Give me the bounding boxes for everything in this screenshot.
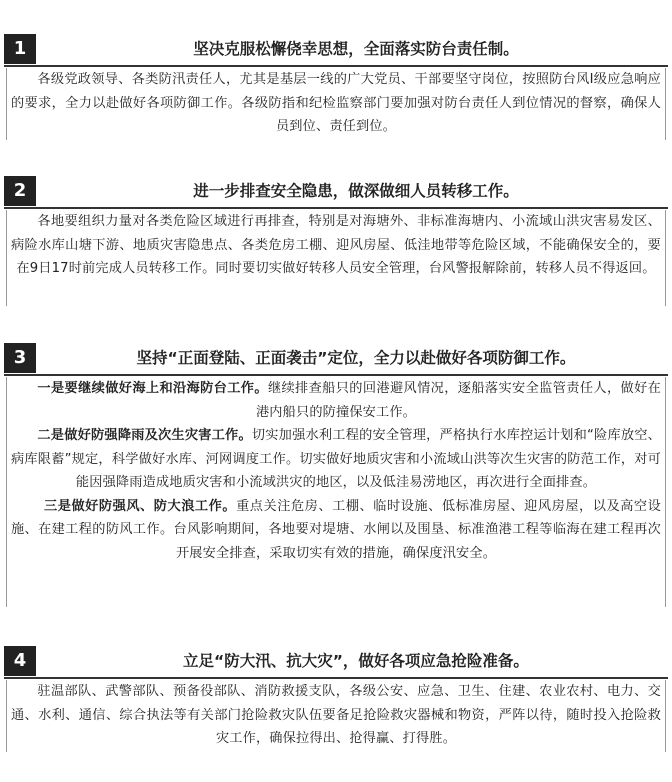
paragraph-text: 切实加强水利工程的安全管理，严格执行水库控运计划和“险库放空、病库限蓄”规定，科学做好水库、河网调度工作。切实做好地质灾害和小流域山洪等次生灾害的防范工作，对可能因强降雨造成地质灾害和小流域洪灾的地区，以及低洼易涝地区，再次进行全面排查。 <box>11 428 661 490</box>
section-divider <box>4 374 668 376</box>
section-body <box>6 377 666 607</box>
section-divider <box>4 207 668 209</box>
section-paragraph <box>7 680 665 751</box>
section-number-badge: 2 <box>4 176 36 206</box>
paragraph-lead: 二是做好防强降雨及次生灾害工作。 <box>37 428 252 443</box>
section-number-badge: 4 <box>4 646 36 676</box>
paragraph-lead: 一是要继续做好海上和沿海防台工作。 <box>37 381 268 396</box>
section-divider <box>4 677 668 679</box>
section-heading: 坚持“正面登陆、正面袭击”定位，全力以赴做好各项防御工作。 <box>136 349 576 367</box>
paragraph-text: 驻温部队、武警部队、预备役部队、消防救援支队，各级公安、应急、卫生、住建、农业农村、电力、交通、水利、通信、综合执法等有关部门抢险救灾队伍要备足抢险救灾器械和物资，严阵以待，随时投入抢险救灾工作，确保拉得出、抢得赢、打得胜。 <box>11 684 661 746</box>
section-number-badge: 1 <box>4 34 36 64</box>
section-3 <box>0 343 672 561</box>
section-header <box>0 646 672 676</box>
section-heading: 进一步排查安全隐患，做深做细人员转移工作。 <box>193 182 519 200</box>
paragraph-text: 重点关注危房、工棚、临时设施、低标准房屋、迎风房屋，以及高空设施、在建工程的防风工作。台风影响期间，各地要对堤塘、水闸以及围垦、标准渔港工程等临海在建工程再次开展安全排查，采取切实有效的措施，确保度汛安全。 <box>11 498 661 561</box>
section-header <box>0 176 672 206</box>
section-header <box>0 343 672 373</box>
section-heading: 立足“防大汛、抗大灾”，做好各项应急抢险准备。 <box>183 652 529 670</box>
section-1 <box>0 34 672 134</box>
paragraph-text: 继续排查船只的回港避风情况，逐船落实安全监管责任人，做好在港内船只的防撞保安工作。 <box>255 381 661 420</box>
paragraph-lead: 三是做好防强风、防大浪工作。 <box>44 498 237 514</box>
section-paragraph <box>7 377 665 424</box>
section-number-badge: 3 <box>4 343 36 373</box>
paragraph-text: 各级党政领导、各类防汛责任人，尤其是基层一线的广大党员、干部要坚守岗位，按照防台风Ⅰ级应急响应的要求，全力以赴做好各项防御工作。各级防指和纪检监察部门要加强对防台责任人到位情况的督察，确保人员到位、责任到位。 <box>11 72 661 134</box>
section-4 <box>0 646 672 746</box>
section-paragraph <box>7 210 665 281</box>
section-divider <box>4 65 668 67</box>
section-paragraph <box>7 495 665 566</box>
section-paragraph <box>7 68 665 139</box>
section-body <box>6 680 666 752</box>
paragraph-text: 各地要组织力量对各类危险区域进行再排查，特别是对海塘外、非标准海塘内、小流域山洪灾害易发区、病险水库山塘下游、地质灾害隐患点、各类危房工棚、迎风房屋、低洼地带等危险区域，不能确保安全的，要在9日17时前完成人员转移工作。同时要切实做好转移人员安全管理，台风警报解除前，转移人员不得返回。 <box>11 214 661 276</box>
section-paragraph <box>7 424 665 495</box>
section-body <box>6 210 666 306</box>
section-heading: 坚决克服松懈侥幸思想，全面落实防台责任制。 <box>193 40 519 58</box>
section-header <box>0 34 672 64</box>
section-2 <box>0 176 672 276</box>
section-body <box>6 68 666 140</box>
